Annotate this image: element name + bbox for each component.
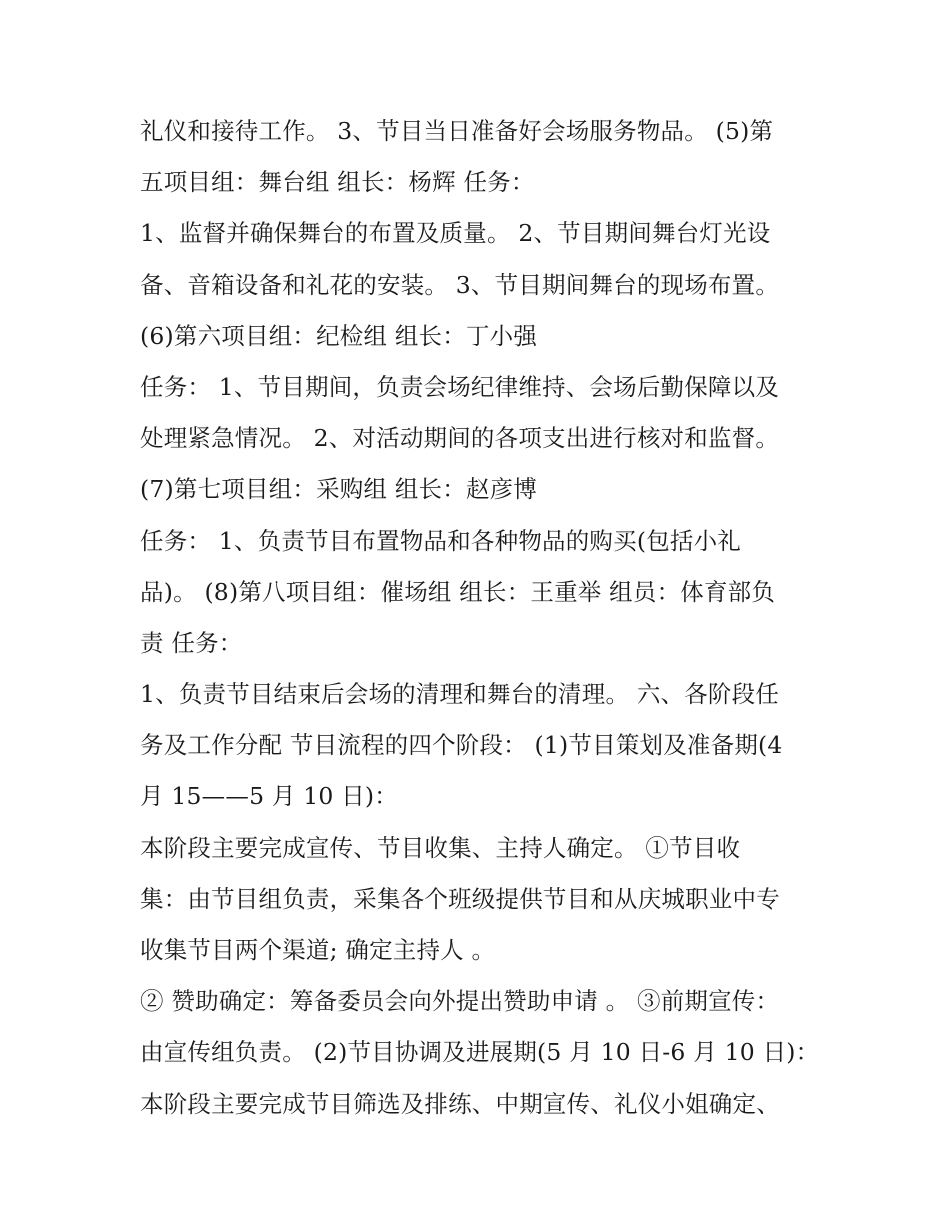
text-line: 本阶段主要完成宣传、节目收集、主持人确定。 ①节目收 [140, 833, 741, 862]
text-line: 月 15——5 月 10 日)： [140, 782, 399, 811]
text-line: 集：由节目组负责，采集各个班级提供节目和从庆城职业中专 [140, 884, 780, 913]
text-line: 礼仪和接待工作。 3、节目当日准备好会场服务物品。 (5)第 [140, 117, 774, 145]
text-line: 备、音箱设备和礼花的安装。 3、节目期间舞台的现场布置。 [140, 270, 780, 299]
text-line: 责 任务： [140, 628, 243, 657]
text-line: 务及工作分配 节目流程的四个阶段： (1)节目策划及准备期(4 [140, 731, 783, 760]
text-line: 品)。 (8)第八项目组：催场组 组长：王重举 组员：体育部负 [140, 577, 776, 606]
text-line: 由宣传组负责。 (2)节目协调及进展期(5 月 10 日-6 月 10 日)： [140, 1038, 820, 1067]
text-line: (7)第七项目组：采购组 组长：赵彦博 [140, 475, 538, 504]
text-line: 处理紧急情况。 2、对活动期间的各项支出进行核对和监督。 [140, 424, 780, 453]
text-line: (6)第六项目组：纪检组 组长：丁小强 [140, 321, 538, 350]
text-line: ② 赞助确定：筹备委员会向外提出赞助申请 。 ③前期宣传： [140, 987, 780, 1016]
text-line: 五项目组：舞台组 组长：杨辉 任务： [140, 168, 535, 197]
text-line: 收集节目两个渠道; 确定主持人 。 [140, 936, 496, 964]
text-line: 任务： 1、节目期间，负责会场纪律维持、会场后勤保障以及 [140, 372, 780, 401]
text-line: 1、负责节目结束后会场的清理和舞台的清理。 六、各阶段任 [140, 680, 780, 709]
text-line: 1、监督并确保舞台的布置及质量。 2、节目期间舞台灯光设 [140, 219, 771, 248]
text-line: 本阶段主要完成节目筛选及排练、中期宣传、礼仪小姐确定、 [140, 1089, 780, 1118]
document-body [140, 106, 840, 1130]
text-line: 任务： 1、负责节目布置物品和各种物品的购买(包括小礼 [140, 526, 741, 555]
